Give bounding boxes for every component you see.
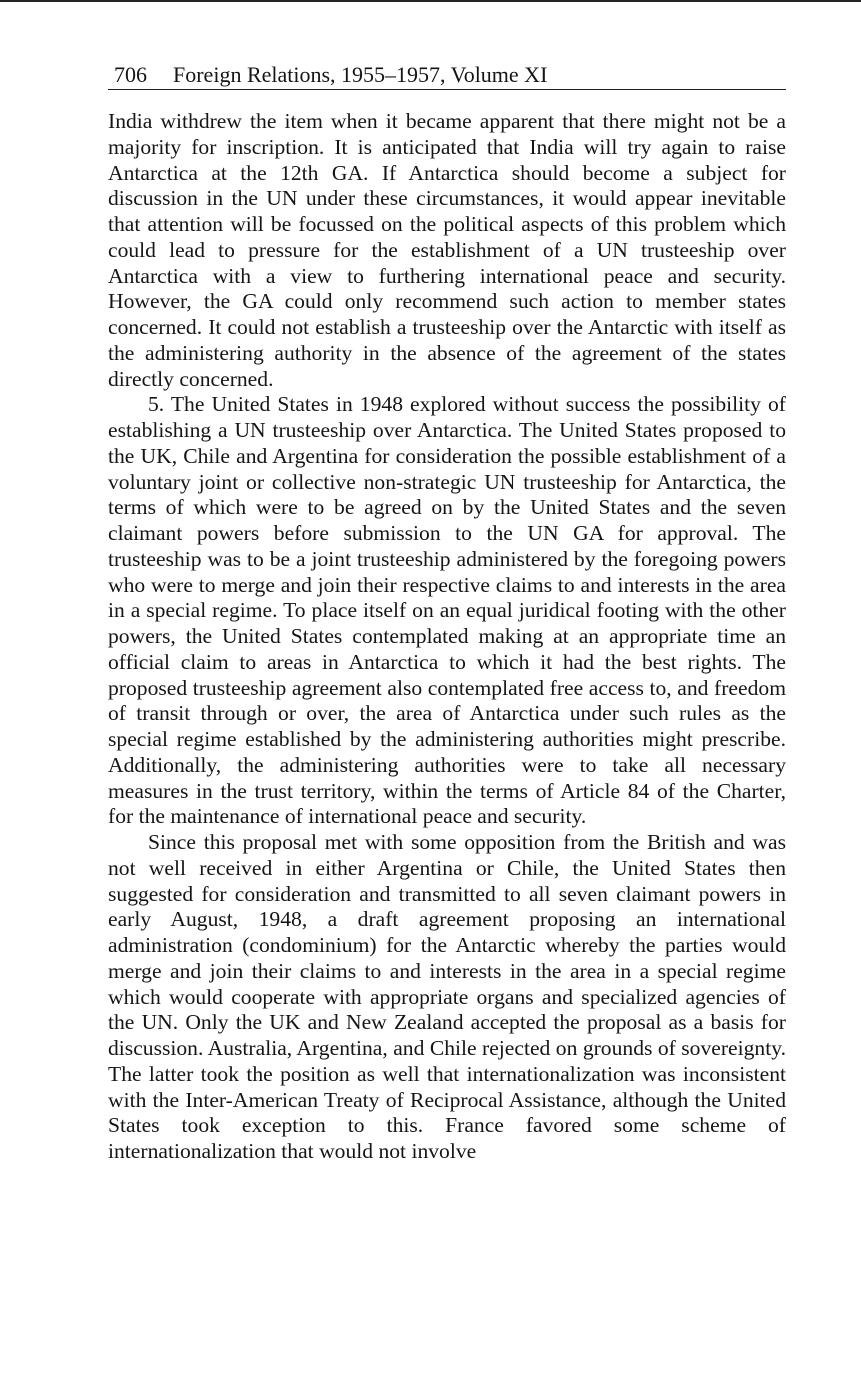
- paragraph-continued: India withdrew the item when it became apparent that there might not be a majority for inscription. It is anticipated that India will try again to raise Antarctica at the 12th GA. If Antarctica should become a subject for discussion in the UN under these circumstances, it would appear inevitable that attention will be focussed on the political aspects of this problem which could lead to pressure for the establishment of a UN trusteeship over Antarctica with a view to furthering international peace and security. However, the GA could only recommend such action to member states concerned. It could not establish a trusteeship over the Antarctic with itself as the administering authority in the absence of the agreement of the states directly concerned.: [108, 109, 786, 391]
- paragraph-since-this-proposal: Since this proposal met with some opposition from the British and was not well received in either Argentina or Chile, the United States then suggested for consideration and transmitted to all seven claimant powers in early August, 1948, a draft agreement proposing an international administration (condominium) for the Antarctic whereby the parties would merge and join their claims to and interests in the area in a special regime which would cooperate with appropriate organs and specialized agencies of the UN. Only the UK and New Zealand accepted the proposal as a basis for discussion. Australia, Argentina, and Chile rejected on grounds of sovereignty. The latter took the position as well that internationalization was inconsistent with the Inter-American Treaty of Reciprocal Assistance, although the United States took exception to this. France favored some scheme of internationalization that would not involve: [108, 830, 786, 1163]
- running-head: [108, 62, 786, 90]
- body-text: [108, 109, 786, 1165]
- paragraph-5: 5. The United States in 1948 explored without success the possibility of establishing a UN trusteeship over Antarctica. The United States proposed to the UK, Chile and Argentina for consideration the possible establishment of a voluntary joint or collective non-strategic UN trusteeship for Antarctica, the terms of which were to be agreed on by the United States and the seven claimant powers before submission to the UN GA for approval. The trusteeship was to be a joint trusteeship administered by the foregoing powers who were to merge and join their respective claims to and interests in the area in a special regime. To place itself on an equal juridical footing with the other powers, the United States contemplated making at an appropriate time an official claim to areas in Antarctica to which it had the best rights. The proposed trusteeship agreement also contemplated free access to, and freedom of transit through or over, the area of Antarctica under such rules as the special regime established by the administering authorities might prescribe. Additionally, the administering authorities were to take all necessary measures in the trust territory, within the terms of Article 84 of the Charter, for the maintenance of international peace and security.: [108, 392, 786, 829]
- scan-edge: [0, 0, 861, 2]
- document-page: [108, 62, 786, 1165]
- page-number: 706: [114, 62, 147, 87]
- running-head-title: Foreign Relations, 1955–1957, Volume XI: [173, 62, 548, 87]
